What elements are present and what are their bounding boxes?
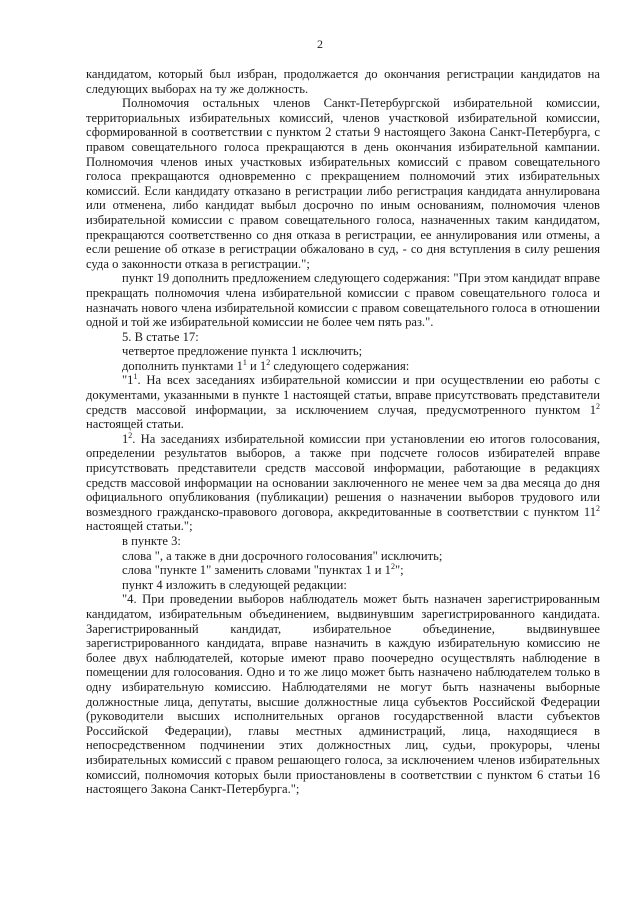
- superscript: 2: [266, 357, 271, 367]
- paragraph-item-4-text: "4. При проведении выборов наблюдатель может быть назначен зарегистрированным кандидатом, избирательным объединением, выдвинувшим зарегистрированного кандидата. Зарегистрированный кандидат, избирательное объединение, выдвинувшее зарегистрированного кандидата, вправе назначить в каждую избирательную комиссию не более двух наблюдателей, которые имеют право поочередно осуществлять наблюдение в помещении для голосования. Одно и то же лицо может быть назначено наблюдателем только в одну избирательную комиссию. Наблюдателями не могут быть назначены выборные должностные лица, депутаты, высшие должностные лица субъектов Российской Федерации (руководители высших исполнительных органов государственной власти субъектов Российской Федерации), главы местных администраций, лица, находящиеся в непосредственном подчинении этих должностных лиц, судьи, прокуроры, члены избирательных комиссий с правом решающего голоса, за исключением членов избирательных комиссий, полномочия которых были приостановлены в соответствии с пунктом 6 статьи 16 настоящего Закона Санкт-Петербурга.";: [86, 592, 600, 797]
- text-part: ";: [394, 563, 404, 578]
- text-part: слова "пункте 1" заменить словами "пунктах 1 и 1: [122, 563, 391, 578]
- superscript: 1: [133, 372, 138, 382]
- paragraph-continuation: кандидатом, который был избран, продолжается до окончания регистрации кандидатов на следующих выборах на ту же должность.: [86, 67, 600, 96]
- text-part: . На всех заседаниях избирательной комиссии и при осуществлении ею работы с документами, указанными в пункте 1 настоящей статьи, вправе присутствовать представители средств массовой информации, за исключением случая, предусмотренного пунктом 1: [86, 373, 600, 417]
- superscript: 2: [596, 401, 600, 411]
- paragraph-item-1-2: [86, 432, 600, 534]
- superscript: 2: [596, 503, 600, 513]
- document-body: [86, 67, 600, 797]
- paragraph-add-items: [86, 359, 600, 374]
- superscript: 2: [128, 430, 133, 440]
- text-part: настоящей статьи.: [86, 417, 184, 432]
- paragraph-item-4-heading: пункт 4 изложить в следующей редакции:: [122, 577, 347, 592]
- paragraph-article-17-heading: 5. В статье 17:: [122, 329, 199, 344]
- paragraph-powers-termination: Полномочия остальных членов Санкт-Петербургской избирательной комиссии, территориальных избирательных комиссий, членов участковой избирательной комиссии, сформированной в соответствии с пунктом 2 статьи 9 настоящего Закона Санкт-Петербурга, с правом совещательного голоса прекращаются в день окончания избирательной кампании. Полномочия членов иных участковых избирательных комиссий с правом совещательного голоса прекращаются одновременно с прекращением полномочий этих избирательных комиссий. Если кандидату отказано в регистрации либо регистрация кандидата аннулирована или отменена, либо кандидат выбыл досрочно по иным основаниям, полномочия членов избирательной комиссии с правом совещательного голоса, назначенных таким кандидатом, прекращаются соответственно со дня отказа в регистрации, ее аннулирования или отмены, а если решение об отказе в регистрации обжаловано в суд, - со дня вступления в силу решения суда о законности отказа в регистрации.";: [86, 96, 600, 271]
- page-number: 2: [317, 37, 323, 51]
- paragraph-item-19: пункт 19 дополнить предложением следующего содержания: "При этом кандидат вправе прекращать полномочия члена избирательной комиссии с правом совещательного голоса и назначать нового члена избирательной комиссии с правом совещательного голоса в отношении одной и той же избирательной комиссии не более чем пять раз.".: [86, 271, 600, 330]
- paragraph-words-exclusion: слова ", а также в дни досрочного голосования" исключить;: [122, 548, 443, 563]
- text-part: . На заседаниях избирательной комиссии при установлении ею итогов голосования, определении результатов выборов, а также при подсчете голосов избирателей вправе присутствовать представители средств массовой информации, работающие в редакциях средств массовой информации на основании заключенного не менее чем за два месяца до дня официального опубликования (публикации) решения о назначении выборов трудового или возмездного гражданско-правового договора, аккредитованные в соответствии с пунктом 11: [86, 431, 600, 519]
- superscript: 1: [242, 357, 247, 367]
- superscript: 2: [390, 562, 395, 572]
- text-part: и 1: [246, 358, 267, 373]
- text-part: следующего содержания:: [270, 358, 410, 373]
- text-part: настоящей статьи.";: [86, 519, 193, 534]
- text-part: 1: [122, 431, 129, 446]
- paragraph-sentence-exclusion: четвертое предложение пункта 1 исключить;: [122, 344, 363, 359]
- paragraph-item-1-1: [86, 373, 600, 431]
- paragraph-item-3-heading: в пункте 3:: [122, 534, 181, 548]
- paragraph-words-replacement: [86, 563, 600, 578]
- text-part: дополнить пунктами 1: [122, 358, 243, 373]
- text-part: "1: [122, 373, 134, 388]
